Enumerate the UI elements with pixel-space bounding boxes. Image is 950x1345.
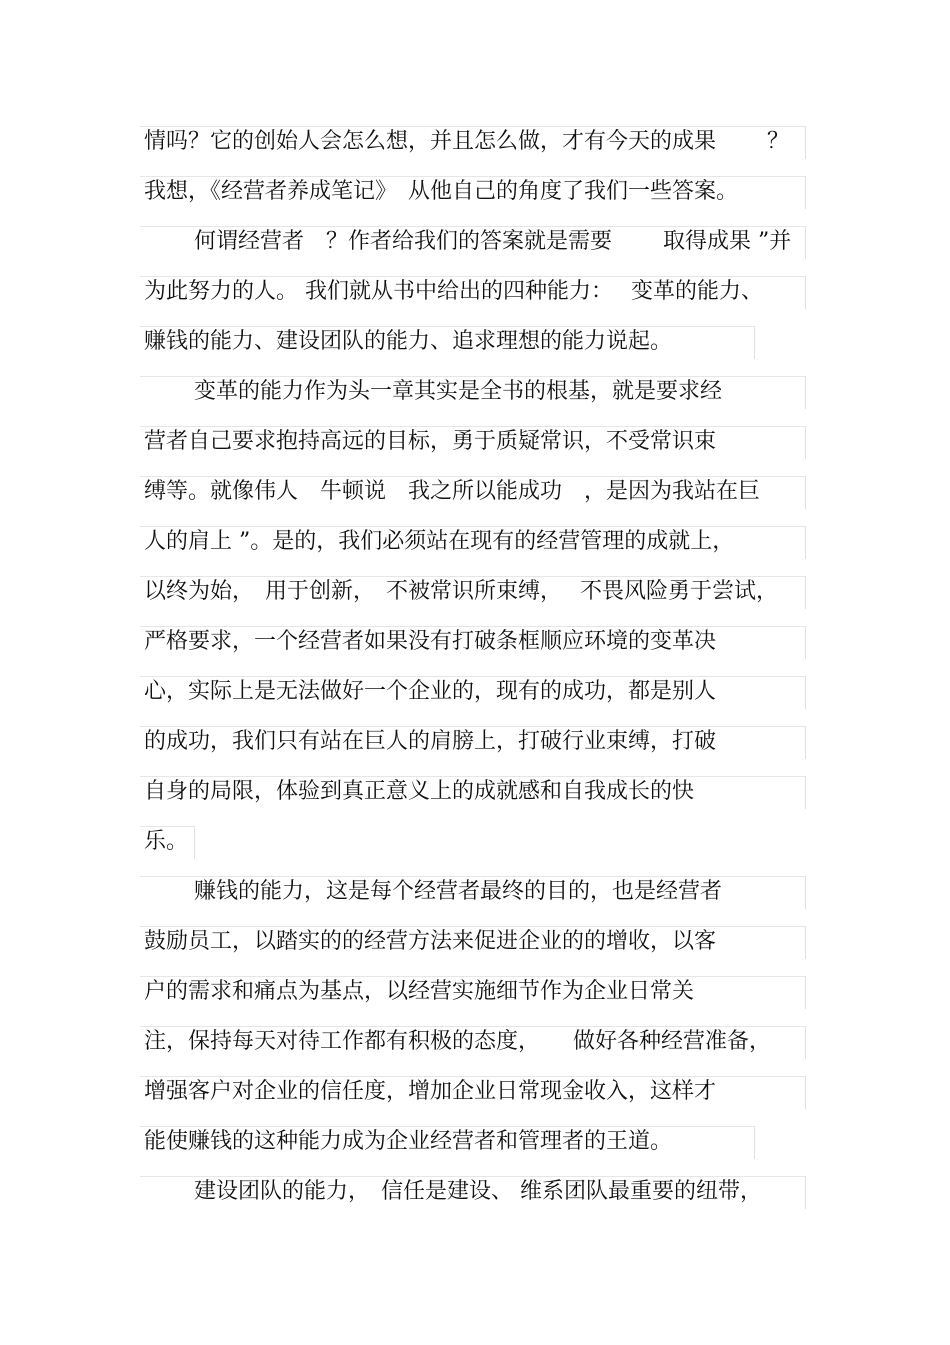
text-line: 营者自己要求抱持高远的目标，勇于质疑常识，不受常识束 <box>144 429 717 454</box>
paragraph-start-line: 变革的能力作为头一章其实是全书的根基，就是要求经 <box>194 379 723 404</box>
text-line: 缚等。就像伟人 牛顿说 我之所以能成功 ，是因为我站在巨 <box>144 479 761 504</box>
text-line: 鼓励员工，以踏实的的经营方法来促进企业的的增收，以客 <box>144 929 717 954</box>
text-line: 自身的局限，体验到真正意义上的成就感和自我成长的快 <box>144 779 695 804</box>
text-line: 情吗？它的创始人会怎么想，并且怎么做，才有今天的成果 ？ <box>144 129 789 154</box>
text-line: 能使赚钱的这种能力成为企业经营者和管理者的王道。 <box>144 1129 673 1154</box>
text-line: 赚钱的能力、建设团队的能力、追求理想的能力说起。 <box>144 329 673 354</box>
text-line: 注，保持每天对待工作都有积极的态度， 做好各种经营准备， <box>144 1029 772 1054</box>
text-line: 我想，《经营者养成笔记》 从他自己的角度了我们一些答案。 <box>144 179 739 204</box>
paragraph-start-line: 何谓经营者 ？作者给我们的答案就是需要 取得成果 ”并 <box>194 229 792 254</box>
text-line: 人的肩上 ”。是的，我们必须站在现有的经营管理的成就上， <box>144 529 735 554</box>
text-line: 为此努力的人。 我们就从书中给出的四种能力： 变革的能力、 <box>144 279 763 304</box>
text-line: 心，实际上是无法做好一个企业的，现有的成功，都是别人 <box>144 679 717 704</box>
text-line: 严格要求，一个经营者如果没有打破条框顺应环境的变革决 <box>144 629 717 654</box>
text-line: 户的需求和痛点为基点，以经营实施细节作为企业日常关 <box>144 979 695 1004</box>
text-line: 的成功，我们只有站在巨人的肩膀上，打破行业束缚，打破 <box>144 729 717 754</box>
paragraph-start-line: 赚钱的能力，这是每个经营者最终的目的，也是经营者 <box>194 879 723 904</box>
text-line: 乐。 <box>144 829 189 854</box>
paragraph-start-line: 建设团队的能力， 信任是建设、 维系团队最重要的纽带， <box>194 1179 762 1204</box>
text-line: 增强客户对企业的信任度，增加企业日常现金收入，这样才 <box>144 1079 717 1104</box>
text-line: 以终为始， 用于创新， 不被常识所束缚， 不畏风险勇于尝试， <box>144 579 778 604</box>
